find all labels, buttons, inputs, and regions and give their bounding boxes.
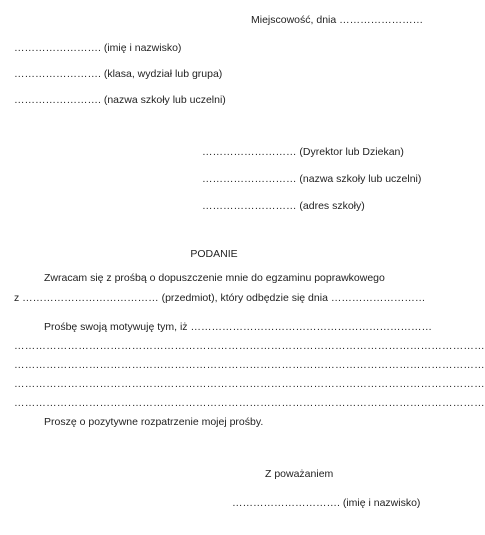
sender-school-line: ……………………. (nazwa szkoły lub uczelni) [14, 94, 226, 106]
signature-line: …………………………. (imię i nazwisko) [232, 497, 421, 509]
blank-dotted-line: …………………………………………………………………………………………………………………… [14, 359, 485, 371]
sender-name-line: ……………………. (imię i nazwisko) [14, 42, 182, 54]
recipient-director-line: ……………………… (Dyrektor lub Dziekan) [202, 146, 404, 158]
sender-class-line: ……………………. (klasa, wydział lub grupa) [14, 68, 223, 80]
place-date-line: Miejscowość, dnia …………………… [251, 14, 424, 26]
document-title: PODANIE [190, 248, 238, 260]
recipient-address-line: ……………………… (adres szkoły) [202, 200, 365, 212]
regards-line: Z poważaniem [265, 468, 334, 480]
blank-dotted-line: …………………………………………………………………………………………………………………… [14, 378, 485, 390]
motivation-line: Prośbę swoją motywuję tym, iż …………………………………………………………… [44, 321, 432, 333]
request-line: Proszę o pozytywne rozpatrzenie mojej prośby. [44, 416, 264, 428]
recipient-school-line: ……………………… (nazwa szkoły lub uczelni) [202, 173, 422, 185]
request-paragraph-line-1: Zwracam się z prośbą o dopuszczenie mnie do egzaminu poprawkowego [44, 272, 385, 284]
blank-dotted-line: …………………………………………………………………………………………………………………… [14, 340, 485, 352]
blank-dotted-line: …………………………………………………………………………………………………………………… [14, 397, 485, 409]
request-paragraph-line-2: z ………………………………… (przedmiot), który odbędzie się dnia ……………………… [14, 292, 426, 304]
